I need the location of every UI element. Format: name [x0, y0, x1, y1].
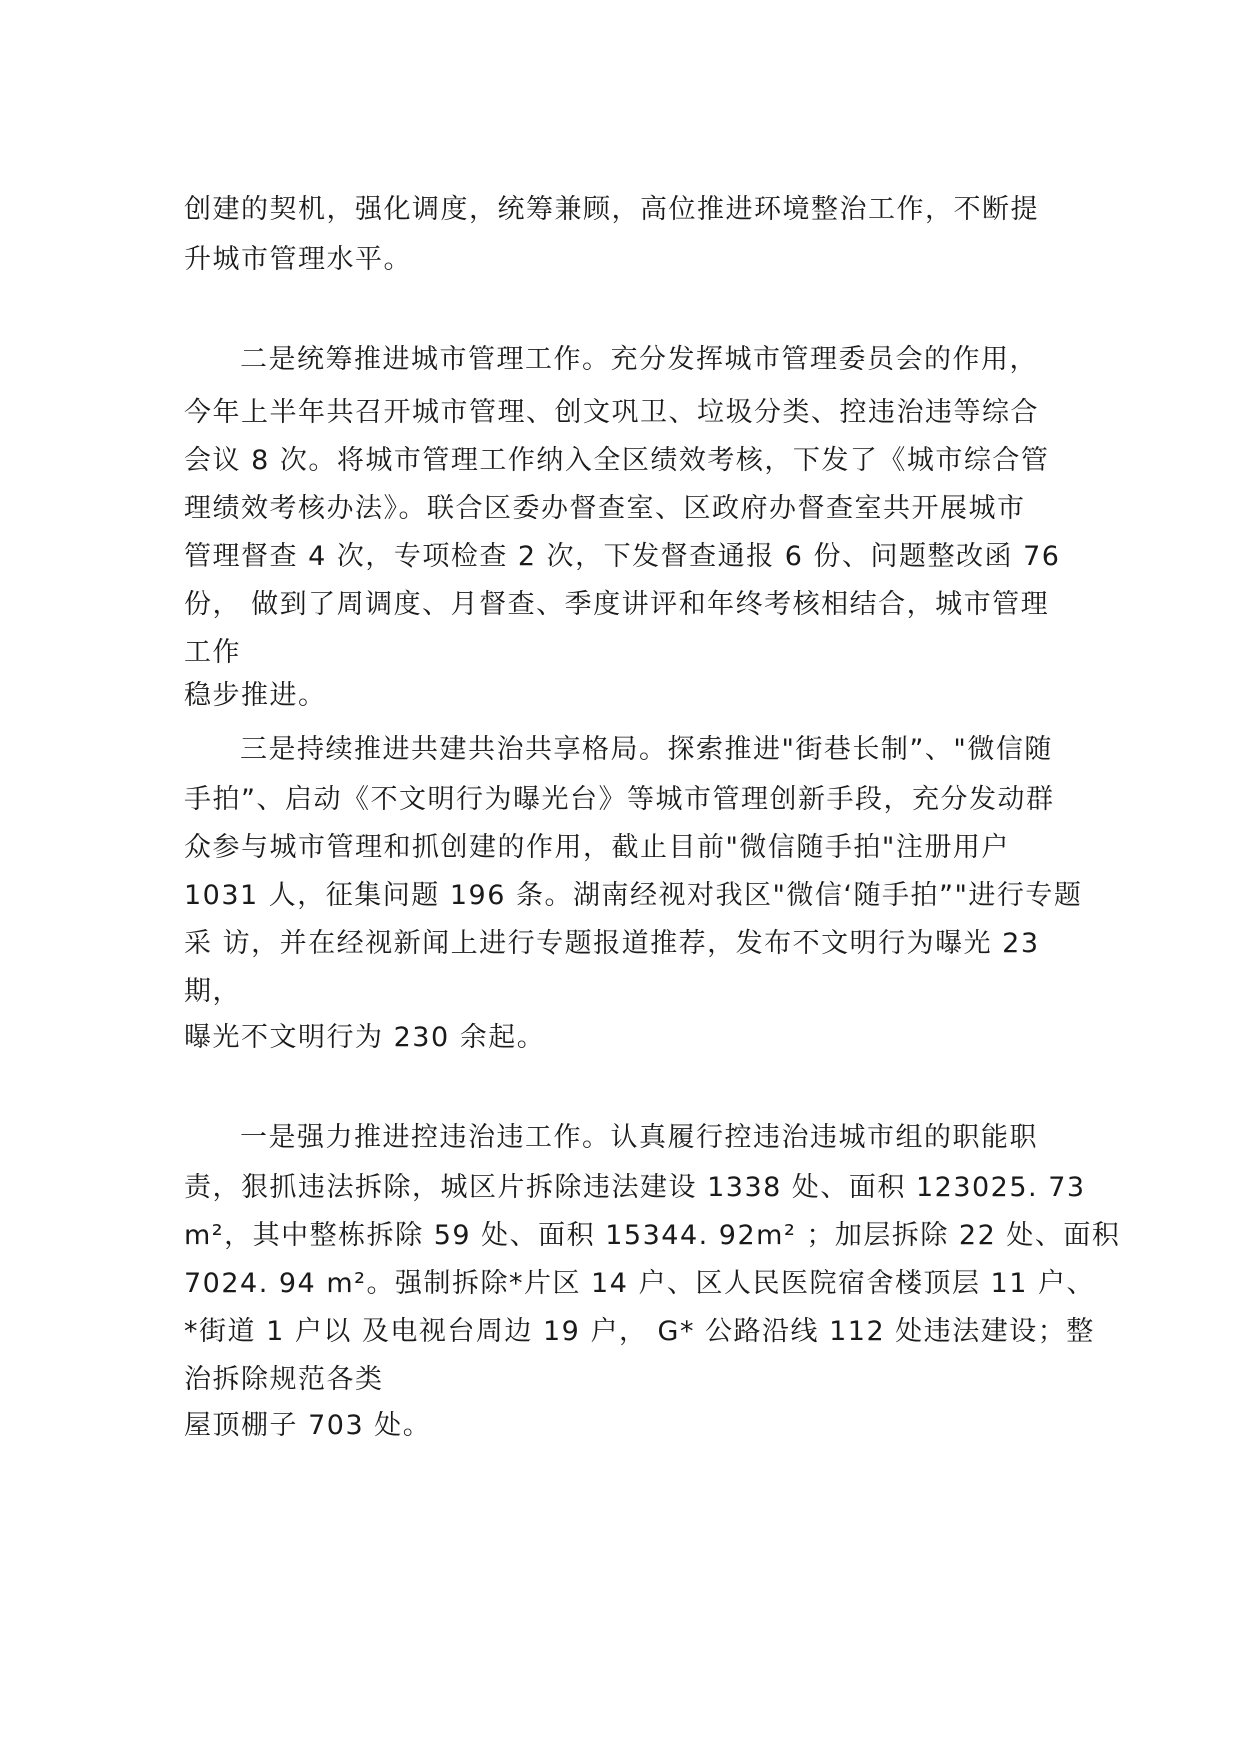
paragraph-4-line-2: 责，狠抓违法拆除，城区片拆除违法建设 1338 处、面积 123025. 73: [184, 1172, 1086, 1203]
paragraph-2-line-5: 管理督查 4 次，专项检查 2 次，下发督查通报 6 份、问题整改函 76: [184, 541, 1061, 572]
paragraph-2-line-1: 二是统筹推进城市管理工作。充分发挥城市管理委员会的作用，: [240, 344, 1038, 375]
paragraph-2-line-2: 今年上半年共召开城市管理、创文巩卫、垃圾分类、控违治违等综合: [184, 397, 1039, 428]
paragraph-3-line-6: 期，: [184, 976, 241, 1007]
paragraph-2-line-6: 份， 做到了周调度、月督查、季度讲评和年终考核相结合，城市管理: [184, 589, 1050, 620]
paragraph-3-line-2: 手拍”、启动《不文明行为曝光台》等城市管理创新手段，充分发动群: [184, 784, 1055, 815]
paragraph-2-line-7: 工作: [184, 637, 241, 668]
paragraph-1-line-2: 升城市管理水平。: [184, 244, 412, 275]
paragraph-2-line-3: 会议 8 次。将城市管理工作纳入全区绩效考核，下发了《城市综合管: [184, 445, 1050, 476]
paragraph-4-line-7: 屋顶棚子 703 处。: [184, 1410, 432, 1441]
paragraph-4-line-5: *街道 1 户以 及电视台周边 19 户， G* 公路沿线 112 处违法建设；整: [184, 1316, 1095, 1347]
paragraph-2-line-8: 稳步推进。: [184, 680, 327, 711]
paragraph-3-line-5: 采 访，并在经视新闻上进行专题报道推荐，发布不文明行为曝光 23: [184, 928, 1040, 959]
paragraph-1-line-1: 创建的契机，强化调度，统筹兼顾，高位推进环境整治工作，不断提: [184, 194, 1039, 225]
paragraph-3-line-4: 1031 人，征集问题 196 条。湖南经视对我区"微信‘随手拍”"进行专题: [184, 880, 1083, 911]
paragraph-2-line-4: 理绩效考核办法》。联合区委办督查室、区政府办督查室共开展城市: [184, 493, 1026, 524]
paragraph-3-line-7: 曝光不文明行为 230 余起。: [184, 1022, 546, 1053]
paragraph-4-line-6: 治拆除规范各类: [184, 1364, 384, 1395]
paragraph-3-line-1: 三是持续推进共建共治共享格局。探索推进"街巷长制”、"微信随: [240, 734, 1053, 765]
paragraph-4-line-4: 7024. 94 m²。强制拆除*片区 14 户、区人民医院宿舍楼顶层 11 户、: [184, 1268, 1095, 1299]
paragraph-4-line-3: m²，其中整栋拆除 59 处、面积 15344. 92m² ；加层拆除 22 处、面积: [184, 1220, 1121, 1251]
paragraph-4-line-1: 一是强力推进控违治违工作。认真履行控违治违城市组的职能职: [240, 1122, 1038, 1153]
paragraph-3-line-3: 众参与城市管理和抓创建的作用，截止目前"微信随手拍"注册用户: [184, 832, 1010, 863]
